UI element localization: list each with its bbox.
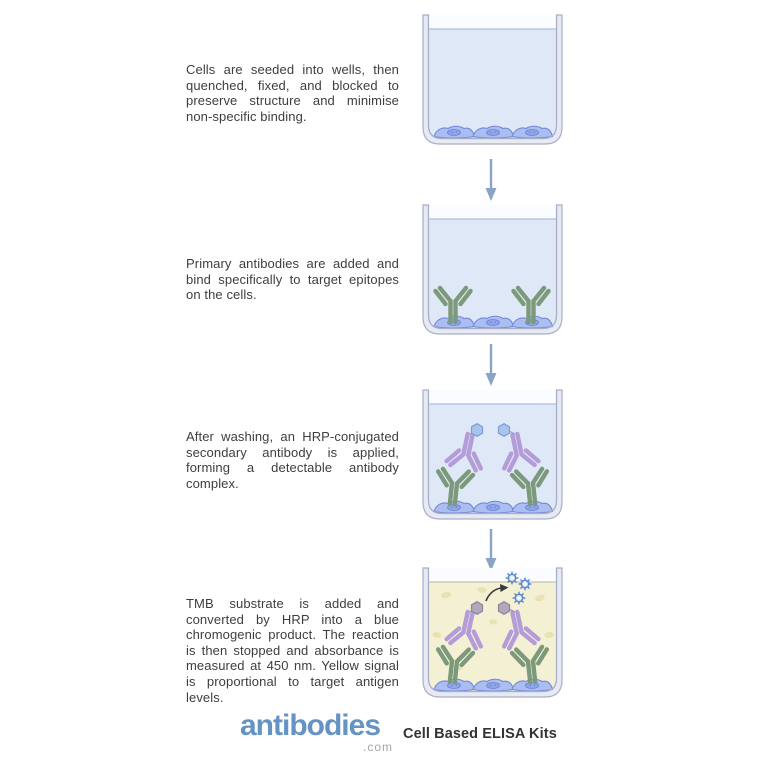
step-1-description: Cells are seeded into wells, then quenched, fixed, and blocked to preserve structure and minimise non-specific binding. <box>186 62 399 124</box>
flow-arrow-down-icon <box>483 157 499 203</box>
well-illustration-step-1 <box>420 14 565 150</box>
hrp-enzyme-icon <box>499 602 510 615</box>
well-illustration-step-3 <box>420 389 565 525</box>
brand-logo: antibodies <box>240 709 381 742</box>
hrp-enzyme-icon <box>472 602 483 615</box>
step-4-description: TMB substrate is added and converted by HRP into a blue chromogenic product. The reaction is then stopped and absorbance is measured at 450 nm. Yellow signal is proportional to target antigen levels. <box>186 596 399 705</box>
product-title: Cell Based ELISA Kits <box>403 726 557 742</box>
tmb-product-icon <box>513 592 525 604</box>
brand-domain: .com <box>362 740 393 754</box>
hrp-enzyme-icon <box>499 424 510 437</box>
hrp-enzyme-icon <box>472 424 483 437</box>
flow-arrow-down-icon <box>483 342 499 388</box>
blue-liquid <box>429 29 557 139</box>
step-2-description: Primary antibodies are added and bind specifically to target epitopes on the cells. <box>186 256 399 303</box>
blue-liquid <box>429 219 557 329</box>
cell-icon <box>434 126 553 138</box>
tmb-product-icon <box>519 578 531 590</box>
well-illustration-step-2 <box>420 204 565 340</box>
tmb-product-icon <box>506 572 518 584</box>
well-illustration-step-4 <box>420 567 565 703</box>
step-3-description: After washing, an HRP-conjugated secondary antibody is applied, forming a detectable antibody complex. <box>186 429 399 491</box>
